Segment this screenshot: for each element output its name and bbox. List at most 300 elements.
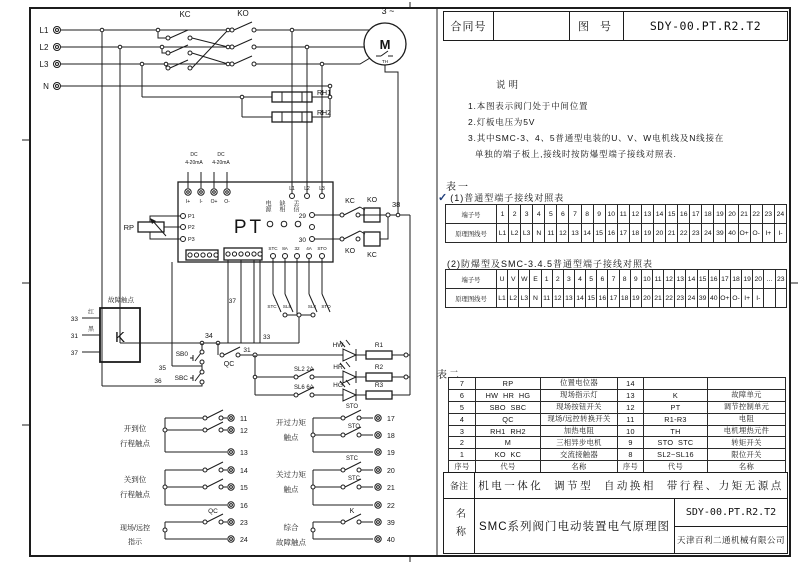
table-cell: V bbox=[508, 270, 519, 289]
hg-label: HG bbox=[333, 382, 343, 389]
pt-controller bbox=[124, 152, 333, 262]
open-pos-label: 开到位 bbox=[123, 424, 147, 433]
table-cell: 11 bbox=[618, 413, 644, 425]
table-cell bbox=[644, 378, 708, 390]
k33-label: 33 bbox=[70, 316, 78, 323]
l2-label: L2 bbox=[39, 43, 49, 52]
p2-label: P2 bbox=[188, 225, 195, 231]
torque-contact-groups bbox=[276, 404, 373, 547]
contact-label2: 触点 bbox=[283, 485, 299, 494]
kc-coil-label: KC bbox=[367, 252, 377, 259]
table-cell: 18 bbox=[702, 205, 714, 224]
table-cell: RP bbox=[476, 378, 541, 390]
n33-wire-label: 33 bbox=[263, 334, 271, 341]
n-label: N bbox=[43, 82, 49, 91]
table-cell: U bbox=[497, 270, 508, 289]
t24: 24 bbox=[240, 537, 248, 544]
table-cell: PT bbox=[644, 401, 708, 413]
table-cell: R1-R3 bbox=[644, 413, 708, 425]
component-table bbox=[448, 377, 786, 473]
table-cell: 2 bbox=[509, 205, 521, 224]
stc-sw-label: STC bbox=[267, 304, 277, 309]
table-cell: 13 bbox=[618, 389, 644, 401]
drawing-number: SDY-00.PT.R2.T2 bbox=[675, 499, 787, 527]
table-cell: 20 bbox=[654, 224, 666, 243]
table-cell: 15 bbox=[593, 224, 605, 243]
torque-limit-switches bbox=[172, 259, 331, 366]
table-cell: SBO SBC bbox=[476, 401, 541, 413]
table-cell: KO KC bbox=[476, 449, 541, 461]
table-cell: 现场指示灯 bbox=[541, 389, 618, 401]
phaseloss-indicator-label: 缺相 bbox=[278, 200, 284, 212]
table-cell: 9 bbox=[630, 270, 641, 289]
table-cell: 17 bbox=[719, 270, 730, 289]
table-cell: 14 bbox=[581, 224, 593, 243]
exproof-terminal-table bbox=[445, 269, 787, 308]
table-cell: O- bbox=[750, 224, 762, 243]
table-row bbox=[449, 437, 786, 449]
sb0-label: SB0 bbox=[175, 351, 188, 358]
ko-label: KO bbox=[237, 9, 249, 18]
power-indicator-label: 电源 bbox=[264, 200, 270, 212]
table-cell: 1 bbox=[449, 449, 476, 461]
table-cell: 限位开关 bbox=[708, 449, 786, 461]
table-cell: 12 bbox=[629, 205, 641, 224]
table2-title: 表二 bbox=[437, 370, 461, 381]
sto-sw-label: STO bbox=[321, 304, 331, 309]
table-cell: 17 bbox=[608, 289, 619, 308]
sl6-label: SL6 6A bbox=[294, 385, 314, 391]
rh2-label: RH2 bbox=[317, 110, 332, 117]
table-cell: 7 bbox=[569, 205, 581, 224]
table-cell: 18 bbox=[619, 289, 630, 308]
table-cell: K bbox=[644, 389, 708, 401]
table-cell: 13 bbox=[641, 205, 653, 224]
table-cell: 23 bbox=[690, 224, 702, 243]
table-cell: 5 bbox=[586, 270, 597, 289]
n37-label: 37 bbox=[228, 298, 236, 305]
n38-label: 38 bbox=[392, 200, 401, 209]
table-cell: L2 bbox=[509, 224, 521, 243]
name-label: 名称 bbox=[444, 499, 475, 553]
sl4-sw-label: SL4 bbox=[307, 304, 317, 309]
table-cell: 19 bbox=[714, 205, 726, 224]
table-cell: 39 bbox=[714, 224, 726, 243]
table-row bbox=[446, 270, 787, 289]
motor bbox=[364, 6, 406, 65]
table-cell: O+ bbox=[738, 224, 750, 243]
table-cell: 6 bbox=[597, 270, 608, 289]
table-cell: 10 bbox=[641, 270, 652, 289]
table-cell: 原理图线号 bbox=[446, 224, 497, 243]
stc-term-label: STC bbox=[268, 246, 278, 251]
table-cell: 位置电位器 bbox=[541, 378, 618, 390]
table-cell: 23 bbox=[762, 205, 774, 224]
rp-label: RP bbox=[123, 223, 134, 232]
fault-contact-title: 故障触点 bbox=[108, 297, 134, 304]
table-row bbox=[449, 401, 786, 413]
table-row bbox=[446, 289, 787, 308]
table-cell: 3 bbox=[449, 425, 476, 437]
table-cell: 故障单元 bbox=[708, 389, 786, 401]
local-control-circuit bbox=[102, 333, 410, 401]
table-cell: 6 bbox=[449, 389, 476, 401]
note-line: 3.其中SMC-3、4、5普通型电装的U、V、W电机线及N线接在 bbox=[468, 133, 725, 143]
table-cell: 端子号 bbox=[446, 205, 497, 224]
iplus-label: I+ bbox=[185, 199, 191, 205]
table-cell: 13 bbox=[675, 270, 686, 289]
table-cell: 2 bbox=[449, 437, 476, 449]
travel-terminals bbox=[228, 415, 248, 544]
product-name: SMC系列阀门电动装置电气原理图 bbox=[475, 499, 675, 553]
table-cell: 23 bbox=[675, 289, 686, 308]
contactor-coil-circuit bbox=[314, 197, 410, 395]
table-cell: 11 bbox=[541, 289, 552, 308]
table-cell: 2 bbox=[552, 270, 563, 289]
table-cell: 6 bbox=[557, 205, 569, 224]
table-cell: M bbox=[476, 437, 541, 449]
table-row bbox=[449, 389, 786, 401]
normal-terminal-table bbox=[445, 204, 787, 243]
company-name: 天津百利二通机械有限公司 bbox=[676, 534, 785, 545]
p3-label: P3 bbox=[188, 237, 195, 243]
pt-l1-label: L1 bbox=[289, 186, 295, 192]
table-cell: 3 bbox=[521, 205, 533, 224]
table-cell: 16 bbox=[708, 270, 719, 289]
iminus-label: I- bbox=[199, 199, 203, 205]
table-cell bbox=[708, 378, 786, 390]
table-cell: 调节控制单元 bbox=[708, 401, 786, 413]
th-label: TH bbox=[381, 59, 389, 64]
table-cell: 20 bbox=[753, 270, 764, 289]
table-cell: 14 bbox=[686, 270, 697, 289]
name-block bbox=[443, 499, 788, 554]
table-row bbox=[446, 205, 787, 224]
table-cell: 12 bbox=[557, 224, 569, 243]
table-cell: 序号 bbox=[449, 461, 476, 473]
kc-contact-label: KC bbox=[345, 198, 355, 205]
table-cell: I+ bbox=[762, 224, 774, 243]
table-cell: 5 bbox=[545, 205, 557, 224]
k-contact-label: K bbox=[349, 508, 355, 515]
8a-term-label: 8A bbox=[282, 246, 288, 251]
table-cell: 7 bbox=[608, 270, 619, 289]
hr-label: HR bbox=[333, 364, 343, 371]
table-cell: 7 bbox=[449, 378, 476, 390]
table-cell: 电机埋热元件 bbox=[708, 425, 786, 437]
table-cell: 15 bbox=[586, 289, 597, 308]
table-cell: 电阻 bbox=[708, 413, 786, 425]
contract-no-value bbox=[494, 12, 570, 40]
pt-l2-label: L2 bbox=[304, 186, 310, 192]
table-cell: 3 bbox=[563, 270, 574, 289]
p1-label: P1 bbox=[188, 214, 195, 220]
kc-label: KC bbox=[179, 10, 191, 19]
n30-label: 30 bbox=[298, 237, 306, 244]
table-cell: QC bbox=[476, 413, 541, 425]
table-row bbox=[446, 224, 787, 243]
table-cell: E bbox=[530, 270, 541, 289]
table-cell: L1 bbox=[497, 289, 508, 308]
travel-label: 行程触点 bbox=[120, 439, 150, 448]
table-row bbox=[449, 425, 786, 437]
table-cell: 12 bbox=[552, 289, 563, 308]
t40: 40 bbox=[387, 537, 395, 544]
table-cell: 8 bbox=[619, 270, 630, 289]
k31-label: 31 bbox=[70, 333, 78, 340]
table-cell: 12 bbox=[618, 401, 644, 413]
table-cell: 22 bbox=[664, 289, 675, 308]
table-cell: 4 bbox=[449, 413, 476, 425]
table-cell: 9 bbox=[593, 205, 605, 224]
contract-no-label: 合同号 bbox=[444, 12, 494, 40]
table-row bbox=[449, 461, 786, 473]
sto1-label: STO bbox=[345, 404, 359, 410]
t12: 12 bbox=[240, 428, 248, 435]
table-cell: HW HR HG bbox=[476, 389, 541, 401]
rh1-label: RH1 bbox=[317, 90, 332, 97]
n36-label: 36 bbox=[154, 378, 162, 385]
table-cell: L2 bbox=[508, 289, 519, 308]
table-cell: 16 bbox=[597, 289, 608, 308]
t15: 15 bbox=[240, 485, 248, 492]
note-line: 1.本图表示阀门处于中间位置 bbox=[468, 101, 589, 111]
black-wire-label: 黑 bbox=[87, 327, 95, 333]
drawing-no-label: 图 号 bbox=[570, 12, 624, 40]
table-cell: I- bbox=[774, 224, 786, 243]
n31-label: 31 bbox=[243, 347, 251, 354]
k-relay-label: K bbox=[114, 329, 126, 346]
table-cell: 14 bbox=[618, 378, 644, 390]
table-cell: 11 bbox=[652, 270, 663, 289]
table-cell: 22 bbox=[750, 205, 762, 224]
table-cell: 17 bbox=[690, 205, 702, 224]
table-cell: 5 bbox=[449, 401, 476, 413]
pt-label: PT bbox=[233, 217, 265, 238]
table-cell: 加热电阻 bbox=[541, 425, 618, 437]
red-wire-label: 红 bbox=[87, 310, 95, 316]
hw-label: HW bbox=[332, 342, 344, 349]
table-cell: ... bbox=[764, 270, 775, 289]
table-row bbox=[449, 449, 786, 461]
table-cell: 1 bbox=[497, 205, 509, 224]
table-cell: L1 bbox=[497, 224, 509, 243]
table-cell: 19 bbox=[630, 289, 641, 308]
sl2-label: SL2 2A bbox=[294, 367, 314, 373]
table-cell: 三相异步电机 bbox=[541, 437, 618, 449]
l3-label: L3 bbox=[39, 60, 49, 69]
table-cell: 1 bbox=[541, 270, 552, 289]
table-cell: TH bbox=[644, 425, 708, 437]
dc-label: DC bbox=[217, 152, 225, 158]
table-cell: 40 bbox=[726, 224, 738, 243]
t23: 23 bbox=[240, 520, 248, 527]
t13: 13 bbox=[240, 450, 248, 457]
table-cell: STO STC bbox=[644, 437, 708, 449]
table1-sub2-title: (2)防爆型及SMC-3.4.5普通型端子接线对照表 bbox=[447, 259, 654, 269]
table-cell: 端子号 bbox=[446, 270, 497, 289]
table-cell: 24 bbox=[686, 289, 697, 308]
t17: 17 bbox=[387, 416, 395, 423]
t18: 18 bbox=[387, 433, 395, 440]
table-cell: N bbox=[530, 289, 541, 308]
table-cell: 名称 bbox=[708, 461, 786, 473]
drawing-no-value: SDY-00.PT.R2.T2 bbox=[649, 19, 762, 33]
table-cell: 40 bbox=[708, 289, 719, 308]
t39: 39 bbox=[387, 520, 395, 527]
sbc-label: SBC bbox=[174, 375, 188, 382]
t11: 11 bbox=[240, 416, 248, 423]
notes-title: 说明 bbox=[496, 80, 522, 91]
table-cell: RH1 RH2 bbox=[476, 425, 541, 437]
stc1-label: STC bbox=[346, 456, 358, 462]
k37-label: 37 bbox=[70, 350, 78, 357]
indicator-lamps bbox=[340, 340, 366, 401]
ma-label: 4-20mA bbox=[212, 160, 230, 166]
table-cell: O+ bbox=[719, 289, 730, 308]
travel-contact-groups bbox=[120, 410, 227, 546]
ko-coil-label: KO bbox=[366, 197, 378, 204]
dc-label: DC bbox=[190, 152, 198, 158]
r3-label: R3 bbox=[374, 382, 384, 389]
r1-label: R1 bbox=[374, 342, 384, 349]
table-cell: O- bbox=[730, 289, 741, 308]
table-cell: 12 bbox=[664, 270, 675, 289]
table-cell bbox=[775, 289, 786, 308]
table-cell: 24 bbox=[774, 205, 786, 224]
close-torque-label: 关过力矩 bbox=[276, 470, 306, 479]
torque-terminals bbox=[375, 415, 395, 544]
local-remote-label: 现场/远控 bbox=[120, 525, 150, 532]
table-cell: I- bbox=[753, 289, 764, 308]
table-cell: 10 bbox=[605, 205, 617, 224]
table1-sub1-title: ✓ (1)普通型端子接线对照表 bbox=[438, 192, 565, 204]
t22: 22 bbox=[387, 503, 395, 510]
stc2-label: STC bbox=[348, 476, 360, 482]
signalloss-indicator-label: 丢信 bbox=[292, 200, 298, 212]
fault-contact-label: 故障触点 bbox=[276, 538, 306, 547]
table-cell: 21 bbox=[738, 205, 750, 224]
check-mark: ✓ bbox=[438, 192, 449, 204]
pt-l3-label: L3 bbox=[319, 186, 325, 192]
table-cell: 交流接触器 bbox=[541, 449, 618, 461]
table-cell: 19 bbox=[742, 270, 753, 289]
sto-term-label: STO bbox=[317, 246, 327, 251]
contact-label: 触点 bbox=[283, 433, 299, 442]
table-cell: 24 bbox=[702, 224, 714, 243]
table-cell: 18 bbox=[629, 224, 641, 243]
n29-label: 29 bbox=[298, 213, 306, 220]
n34-label: 34 bbox=[205, 333, 213, 340]
table-cell: 代号 bbox=[476, 461, 541, 473]
table1-title: 表一 bbox=[446, 182, 470, 193]
t21: 21 bbox=[387, 485, 395, 492]
title-block bbox=[443, 11, 788, 41]
table-cell: L3 bbox=[521, 224, 533, 243]
table-cell: 原理图线号 bbox=[446, 289, 497, 308]
close-pos-label: 关到位 bbox=[123, 475, 147, 484]
power-terminals bbox=[54, 27, 332, 99]
table-cell: 4 bbox=[533, 205, 545, 224]
table-cell: 11 bbox=[545, 224, 557, 243]
table-cell: 13 bbox=[563, 289, 574, 308]
table-cell: W bbox=[519, 270, 530, 289]
t19: 19 bbox=[387, 450, 395, 457]
table-cell: 16 bbox=[605, 224, 617, 243]
table-cell bbox=[764, 289, 775, 308]
note-line: 2.灯板电压为5V bbox=[468, 117, 536, 127]
table-cell: 序号 bbox=[618, 461, 644, 473]
table-cell: 转矩开关 bbox=[708, 437, 786, 449]
combined-label: 综合 bbox=[283, 523, 299, 532]
table-cell: 16 bbox=[678, 205, 690, 224]
table-cell: I+ bbox=[742, 289, 753, 308]
l1-label: L1 bbox=[39, 26, 49, 35]
table-cell: 11 bbox=[617, 205, 629, 224]
table-cell: 名称 bbox=[541, 461, 618, 473]
table-cell: 21 bbox=[666, 224, 678, 243]
table-cell: 15 bbox=[697, 270, 708, 289]
table-cell: 14 bbox=[654, 205, 666, 224]
table-cell: 8 bbox=[581, 205, 593, 224]
t20: 20 bbox=[387, 468, 395, 475]
table-cell: 现场/远控转换开关 bbox=[541, 413, 618, 425]
indicate-label: 指示 bbox=[128, 539, 142, 546]
motor-label: M bbox=[379, 37, 391, 52]
32-term-label: 32 bbox=[294, 246, 300, 251]
table-cell: 39 bbox=[697, 289, 708, 308]
table-cell: 23 bbox=[775, 270, 786, 289]
fault-relay bbox=[71, 295, 140, 362]
n35-label: 35 bbox=[158, 365, 166, 372]
table-cell: 20 bbox=[726, 205, 738, 224]
table-cell: 22 bbox=[678, 224, 690, 243]
table-cell: 代号 bbox=[644, 461, 708, 473]
table-cell: N bbox=[533, 224, 545, 243]
4a-term-label: 4A bbox=[306, 246, 312, 251]
qc-ind-label: QC bbox=[208, 508, 218, 515]
table-cell: 现场按钮开关 bbox=[541, 401, 618, 413]
travel-label2: 行程触点 bbox=[120, 490, 150, 499]
phase-label: 3 ~ bbox=[381, 6, 395, 16]
table-cell: 20 bbox=[641, 289, 652, 308]
table-cell: 13 bbox=[569, 224, 581, 243]
table-row bbox=[449, 413, 786, 425]
r2-label: R2 bbox=[374, 364, 384, 371]
table-cell: 14 bbox=[574, 289, 585, 308]
table-cell: 17 bbox=[617, 224, 629, 243]
remark-label: 备注 bbox=[444, 473, 475, 498]
table-cell: 8 bbox=[618, 449, 644, 461]
t14: 14 bbox=[240, 468, 248, 475]
table-cell: 18 bbox=[730, 270, 741, 289]
remark-text: 机电一体化 调节型 自动换相 带行程、力矩无源点 bbox=[478, 480, 784, 492]
t16: 16 bbox=[240, 503, 248, 510]
table-cell: 9 bbox=[618, 437, 644, 449]
table-cell: SL2~SL16 bbox=[644, 449, 708, 461]
notes-section bbox=[468, 78, 790, 162]
table-cell: 21 bbox=[652, 289, 663, 308]
ko-contact-label: KO bbox=[344, 248, 356, 255]
table-cell: L3 bbox=[519, 289, 530, 308]
sl8-sw-label: SL8 bbox=[282, 304, 292, 309]
remark-block bbox=[443, 472, 788, 499]
oplus-label: O+ bbox=[210, 199, 218, 205]
table-row bbox=[449, 378, 786, 390]
table-cell: 15 bbox=[666, 205, 678, 224]
sto2-label: STO bbox=[347, 424, 361, 430]
qc-contact-label: QC bbox=[223, 361, 235, 368]
